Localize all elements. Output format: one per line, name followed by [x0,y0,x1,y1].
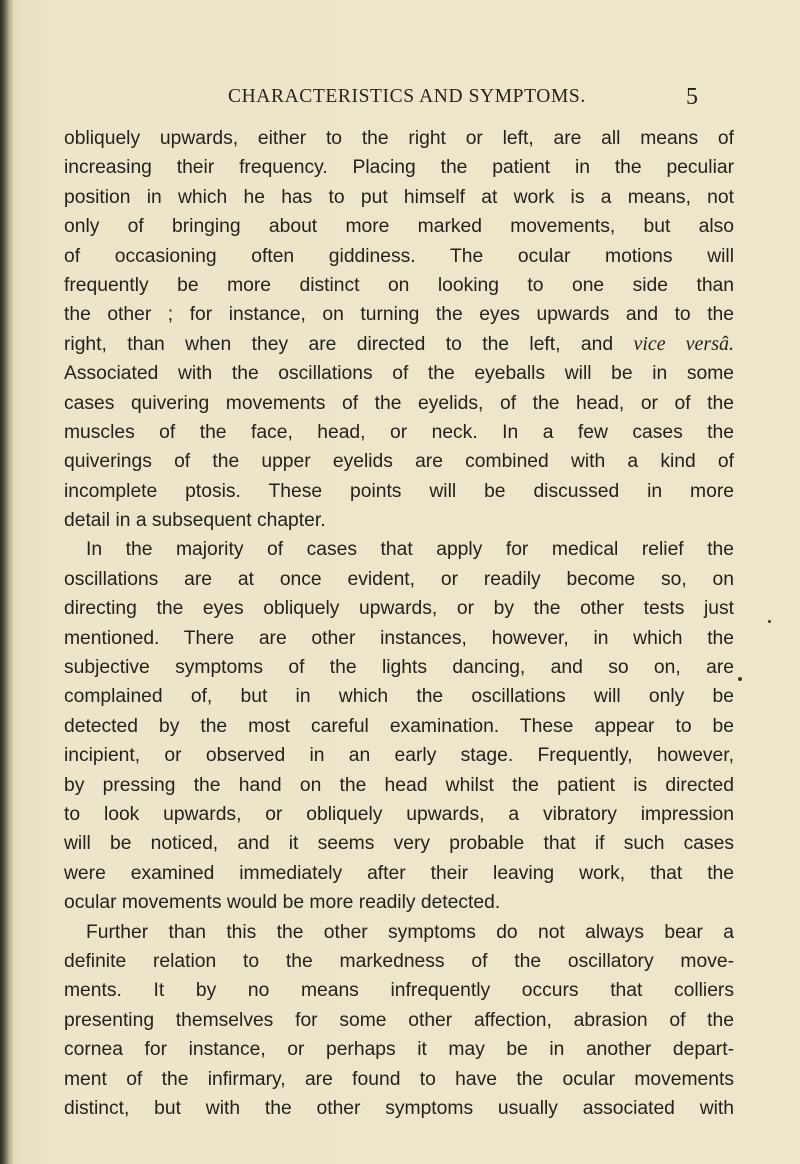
text-line: complained of, but in which the oscillations will only be [64,686,734,708]
binding-gutter-shadow [0,0,14,1164]
text-line: position in which he has to put himself at work is a means, not [64,186,734,208]
paragraph-last-line: detail in a subsequent chapter. [64,510,326,532]
text-line: only of bringing about more marked movements, but also [64,216,734,238]
text-line: ments. It by no means infrequently occurs that colliers [64,980,734,1002]
running-header [0,86,800,114]
paragraph-first-line: In the majority of cases that apply for medical relief the [86,539,734,561]
text-line: subjective symptoms of the lights dancing, and so on, are [64,657,734,679]
paragraph-last-line: ocular movements would be more readily detected. [64,892,501,914]
text-line: cornea for instance, or perhaps it may be in another depart- [64,1039,734,1061]
italic-phrase: vice versâ. [633,332,734,355]
text-line: incomplete ptosis. These points will be discussed in more [64,480,734,502]
text-line: by pressing the hand on the head whilst the patient is directed [64,774,734,796]
text-line: cases quivering movements of the eyelids, of the head, or of the [64,392,734,414]
text-line: were examined immediately after their leaving work, that the [64,862,734,884]
text-line-with-italic [64,330,734,359]
paragraph-first-line: Further than this the other symptoms do not always bear a [86,921,734,943]
text-line: muscles of the face, head, or neck. In a few cases the [64,421,734,443]
text-line: increasing their frequency. Placing the patient in the peculiar [64,157,734,179]
page-number: 5 [686,84,698,110]
body-text [64,124,734,1123]
text-line: frequently be more distinct on looking to one side than [64,274,734,296]
text-line: oscillations are at once evident, or readily become so, on [64,568,734,590]
text-line: quiverings of the upper eyelids are combined with a kind of [64,451,734,473]
running-title: CHARACTERISTICS AND SYMPTOMS. [228,86,586,107]
text-line: mentioned. There are other instances, however, in which the [64,627,734,649]
text-line: to look upwards, or obliquely upwards, a vibratory impression [64,803,734,825]
text-line: incipient, or observed in an early stage. Frequently, however, [64,745,734,767]
text-line: the other ; for instance, on turning the eyes upwards and to the [64,304,734,326]
text-line: directing the eyes obliquely upwards, or by the other tests just [64,598,734,620]
paper-speck [738,677,742,681]
text-line: definite relation to the markedness of the oscillatory move- [64,950,734,972]
text-line: of occasioning often giddiness. The ocular motions will [64,245,734,267]
text-segment: right, than when they are directed to the left, and [64,333,634,355]
text-line: distinct, but with the other symptoms usually associated with [64,1097,734,1119]
text-line: detected by the most careful examination. These appear to be [64,715,734,737]
text-line: obliquely upwards, either to the right or left, are all means of [64,128,734,149]
text-line: presenting themselves for some other affection, abrasion of the [64,1009,734,1031]
text-line: ment of the infirmary, are found to have the ocular movements [64,1068,734,1090]
paper-speck [768,620,771,623]
text-line: Associated with the oscillations of the eyeballs will be in some [64,363,734,385]
text-line: will be noticed, and it seems very probable that if such cases [64,833,734,855]
